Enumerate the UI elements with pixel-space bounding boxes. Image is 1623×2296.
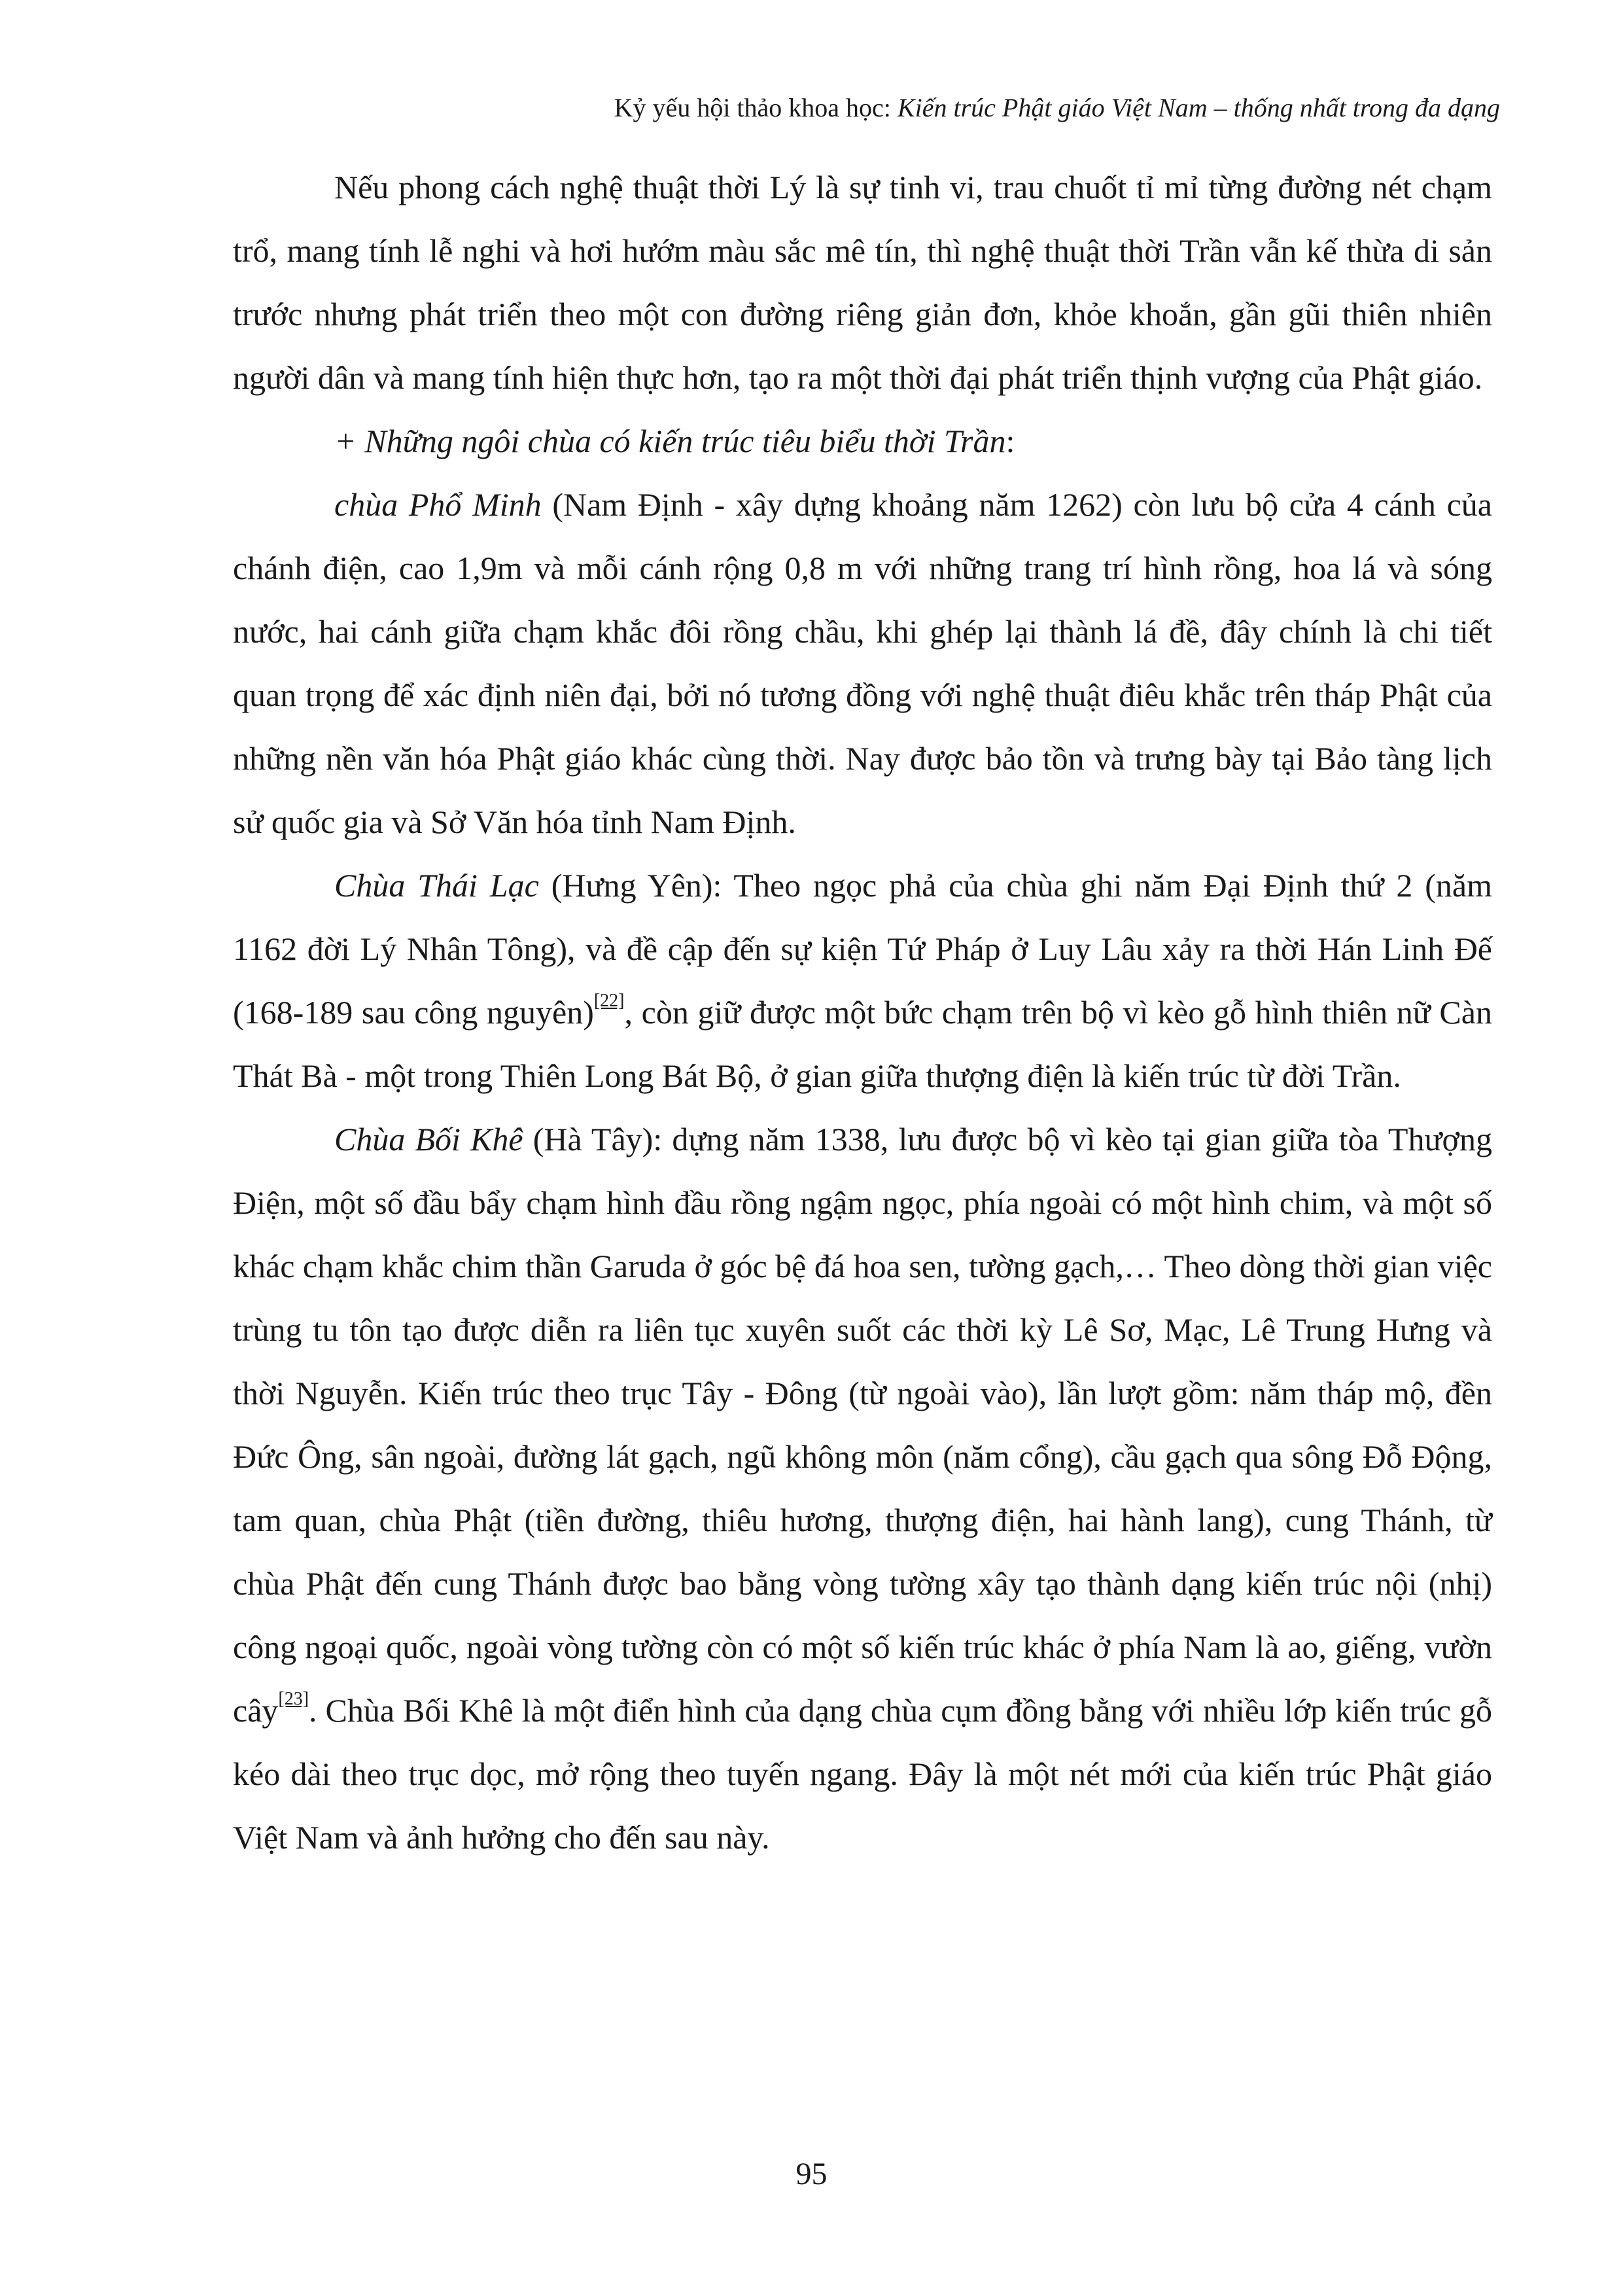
body-text (233, 156, 1492, 1869)
paragraph-section-heading (233, 410, 1492, 473)
section-heading-italic: + Những ngôi chùa có kiến trúc tiêu biểu thời Trần (334, 423, 1006, 459)
pho-minh-name: chùa Phổ Minh (334, 486, 542, 523)
paragraph-thai-lac (233, 854, 1492, 1108)
section-heading-colon: : (1005, 423, 1015, 459)
header-title: Kiến trúc Phật giáo Việt Nam – thống nhất trong đa dạng (897, 93, 1500, 122)
footnote-ref-22[interactable]: [22] (593, 991, 625, 1011)
thai-lac-text-a: (Hưng Yên): Theo ngọc phả của chùa ghi năm Đại Định thứ 2 (năm 1162 đời Lý Nhân Tông), và đề cập đến sự kiện Tứ Pháp ở Luy Lâu xảy ra thời Hán Linh Đế (168-189 sau công nguyên) (233, 867, 1492, 1031)
boi-khe-text-a: (Hà Tây): dựng năm 1338, lưu được bộ vì kèo tại gian giữa tòa Thượng Điện, một số đầu bẩy chạm hình đầu rồng ngậm ngọc, phía ngoài có một hình chim, và một số khác chạm khắc chim thần Garuda ở góc bệ đá hoa sen, tường gạch,… Theo dòng thời gian việc trùng tu tôn tạo được diễn ra liên tục xuyên suốt các thời kỳ Lê Sơ, Mạc, Lê Trung Hưng và thời Nguyễn. Kiến trúc theo trục Tây - Đông (từ ngoài vào), lần lượt gồm: năm tháp mộ, đền Đức Ông, sân ngoài, đường lát gạch, ngũ không môn (năm cổng), cầu gạch qua sông Đỗ Động, tam quan, chùa Phật (tiền đường, thiêu hương, thượng điện, hai hành lang), cung Thánh, từ chùa Phật đến cung Thánh được bao bằng vòng tường xây tạo thành dạng kiến trúc nội (nhị) công ngoại quốc, ngoài vòng tường còn có một số kiến trúc khác ở phía Nam là ao, giếng, vườn cây (233, 1121, 1492, 1729)
thai-lac-text-b: , còn giữ được một bức chạm trên bộ vì kèo gỗ hình thiên nữ Càn Thát Bà - một trong Thiên Long Bát Bộ, ở gian giữa thượng điện là kiến trúc từ đời Trần. (233, 994, 1492, 1094)
page-number: 95 (795, 2157, 828, 2191)
footnote-ref-23[interactable]: [23] (278, 1689, 309, 1709)
thai-lac-name: Chùa Thái Lạc (334, 867, 539, 904)
pho-minh-text: (Nam Định - xây dựng khoảng năm 1262) còn lưu bộ cửa 4 cánh của chánh điện, cao 1,9m và mỗi cánh rộng 0,8 m với những trang trí hình rồng, hoa lá và sóng nước, hai cánh giữa chạm khắc đôi rồng chầu, khi ghép lại thành lá đề, đây chính là chi tiết quan trọng để xác định niên đại, bởi nó tương đồng với nghệ thuật điêu khắc trên tháp Phật của những nền văn hóa Phật giáo khác cùng thời. Nay được bảo tồn và trưng bày tại Bảo tàng lịch sử quốc gia và Sở Văn hóa tỉnh Nam Định. (233, 486, 1492, 840)
running-header (614, 92, 1500, 124)
header-prefix: Kỷ yếu hội thảo khoa học: (614, 93, 898, 122)
boi-khe-name: Chùa Bối Khê (334, 1121, 523, 1157)
paragraph-pho-minh (233, 473, 1492, 854)
paragraph-boi-khe (233, 1108, 1492, 1869)
boi-khe-text-b: . Chùa Bối Khê là một điển hình của dạng chùa cụm đồng bằng với nhiều lớp kiến trúc gỗ kéo dài theo trục dọc, mở rộng theo tuyến ngang. Đây là một nét mới của kiến trúc Phật giáo Việt Nam và ảnh hưởng cho đến sau này. (233, 1692, 1492, 1856)
paragraph-ly-tran-art: Nếu phong cách nghệ thuật thời Lý là sự tinh vi, trau chuốt tỉ mỉ từng đường nét chạm trổ, mang tính lễ nghi và hơi hướm màu sắc mê tín, thì nghệ thuật thời Trần vẫn kế thừa di sản trước nhưng phát triển theo một con đường riêng giản đơn, khỏe khoắn, gần gũi thiên nhiên người dân và mang tính hiện thực hơn, tạo ra một thời đại phát triển thịnh vượng của Phật giáo. (233, 169, 1492, 396)
